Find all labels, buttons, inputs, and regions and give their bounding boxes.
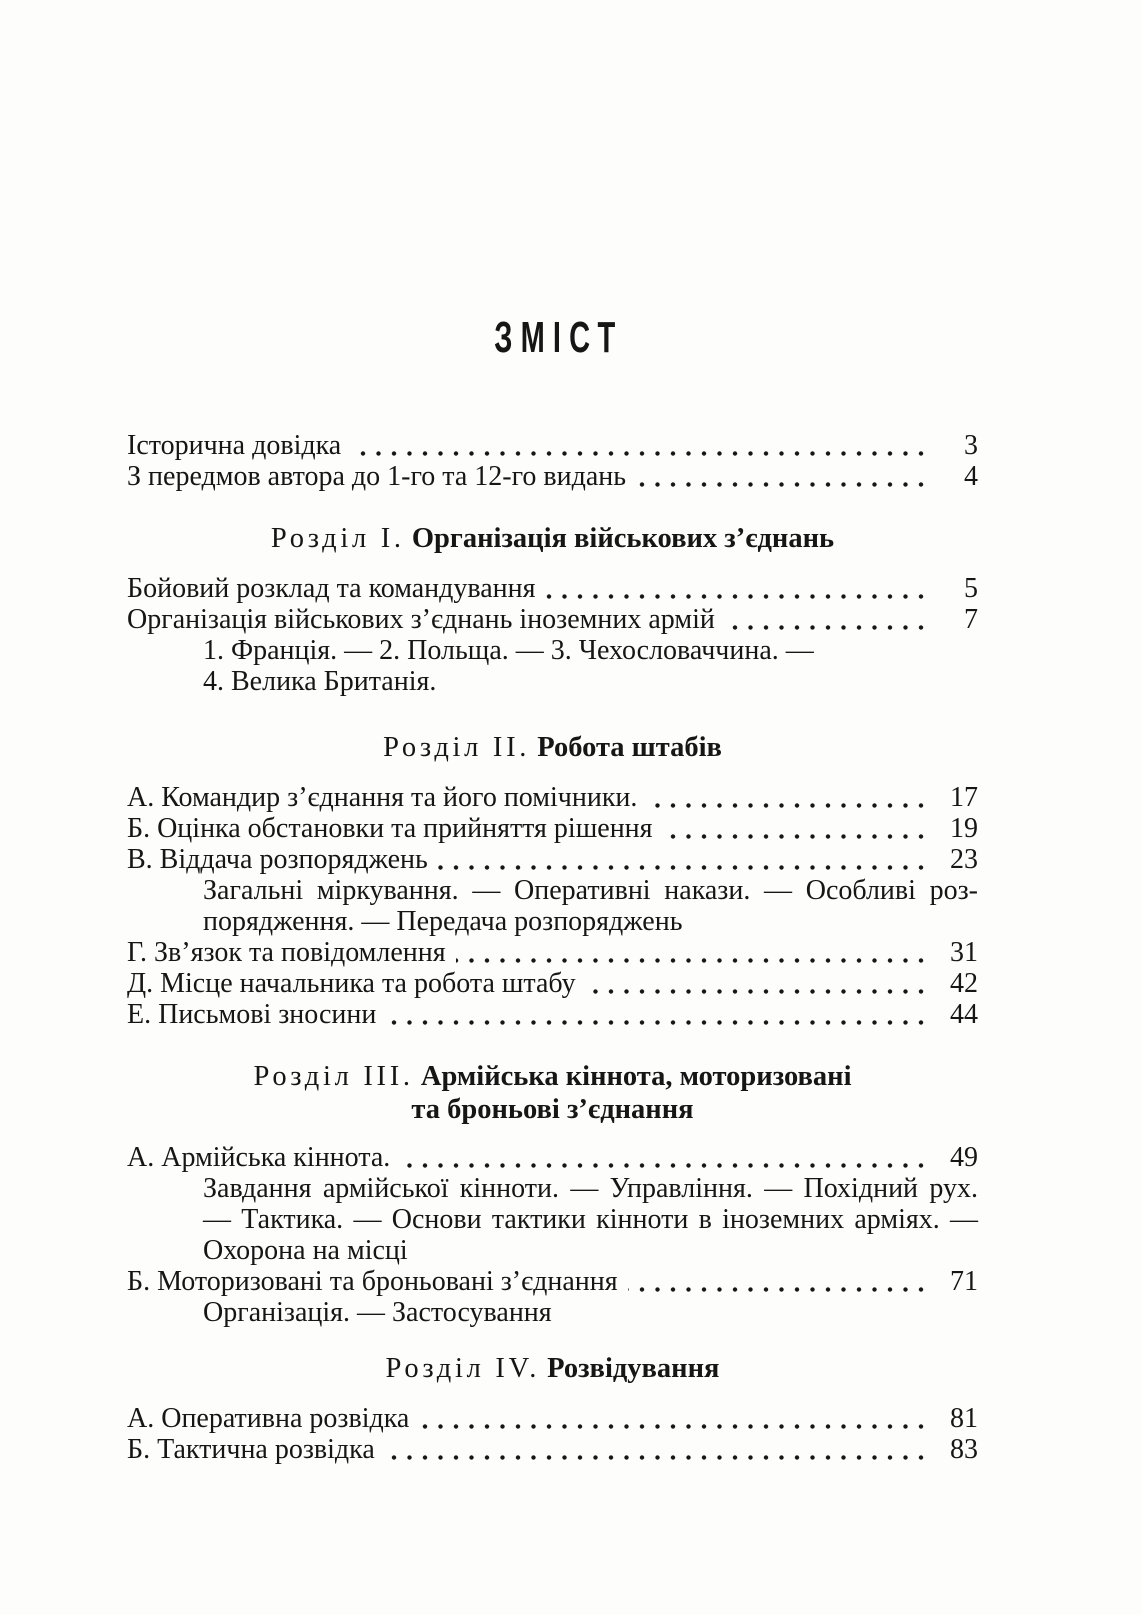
- toc-subentry: — Тактика. — Основи тактики кінноти в іноземних арміях. —: [203, 1204, 978, 1235]
- chapter-number: Розділ III.: [253, 1061, 414, 1092]
- toc-entry-label: В. Віддача розпоряджень: [127, 844, 438, 875]
- toc-entry-label: Б. Моторизовані та броньовані з’єднання: [127, 1266, 628, 1297]
- chapter-number: Розділ IV.: [385, 1353, 541, 1384]
- toc-entry-page: 19: [924, 813, 978, 844]
- toc-entry-page: 44: [924, 999, 978, 1030]
- toc-entry: [127, 1403, 978, 1434]
- toc-entry: [127, 813, 978, 844]
- toc-entry-label: Б. Оцінка обстановки та прийняття рішення: [127, 813, 663, 844]
- toc-entry-page: 81: [924, 1403, 978, 1434]
- toc-entry-page: 7: [924, 604, 978, 635]
- toc-entry: [127, 782, 978, 813]
- page-title-text: ЗМІСТ: [494, 313, 624, 362]
- toc-section-2: [127, 731, 978, 1030]
- toc-entry-page: 83: [924, 1434, 978, 1465]
- toc-subentry: Загальні міркування. — Оперативні накази. — Особливі роз-: [203, 875, 978, 906]
- toc-subentry: Охорона на місці: [203, 1235, 408, 1266]
- toc-entry-page: 3: [924, 430, 978, 461]
- toc-entry-label: Бойовий розклад та командування: [127, 573, 546, 604]
- toc-entry-label: Організація військових з’єднань іноземних армій: [127, 604, 725, 635]
- chapter-number: Розділ I.: [270, 523, 405, 554]
- toc-entry-label: Е. Письмові зносини: [127, 999, 386, 1030]
- toc-entry-page: 71: [924, 1266, 978, 1297]
- toc-entry-page: 31: [924, 937, 978, 968]
- toc-entry-page: 5: [924, 573, 978, 604]
- toc-subentry: порядження. — Передача розпоряджень: [203, 906, 683, 937]
- toc-entry-label: Б. Тактична розвідка: [127, 1434, 385, 1465]
- toc-entry-page: 4: [924, 461, 978, 492]
- toc-entry: [127, 573, 978, 604]
- toc-entry-page: 49: [924, 1142, 978, 1173]
- toc-entry-label: Історична довідка: [127, 430, 351, 461]
- page-title: [127, 313, 978, 362]
- toc-entry: [127, 968, 978, 999]
- toc-entry-label: А. Армійська кіннота.: [127, 1142, 400, 1173]
- toc-subentry: 1. Франція. — 2. Польща. — 3. Чехословаччина. —: [203, 635, 814, 666]
- toc-entry: [127, 844, 978, 875]
- chapter-heading: [127, 731, 978, 764]
- toc-entry-page: 42: [924, 968, 978, 999]
- toc-entry: [127, 937, 978, 968]
- chapter-heading: [127, 1060, 978, 1093]
- toc-subentry: Організація. — Застосування: [203, 1297, 552, 1328]
- toc-entry-label: А. Оперативна розвідка: [127, 1403, 419, 1434]
- toc-entry: [127, 604, 978, 635]
- toc-subentry: Завдання армійської кінноти. — Управління. — Похідний рух.: [203, 1173, 978, 1204]
- toc-entry: [127, 461, 978, 492]
- toc-entry: [127, 1142, 978, 1173]
- toc-section-3: [127, 1060, 978, 1328]
- toc-entry-label: З передмов автора до 1-го та 12-го видань: [127, 461, 636, 492]
- toc-entry: [127, 1266, 978, 1297]
- toc-entry-label: А. Командир з’єднання та його помічники.: [127, 782, 647, 813]
- toc-section-4: [127, 1352, 978, 1465]
- page-content: [127, 0, 978, 1465]
- toc-entry-label: Д. Місце начальника та робота штабу: [127, 968, 586, 999]
- chapter-title: Організація військових з’єднань: [411, 523, 835, 554]
- chapter-title: Розвідування: [547, 1353, 720, 1384]
- toc-subentry: 4. Велика Британія.: [203, 666, 437, 697]
- toc-entry: [127, 999, 978, 1030]
- toc-entry-page: 17: [924, 782, 978, 813]
- toc-entry-label: Г. Зв’язок та повідомлення: [127, 937, 456, 968]
- toc-entry: [127, 1434, 978, 1465]
- chapter-heading: [127, 1352, 978, 1385]
- toc-section-1: [127, 522, 978, 697]
- chapter-heading: [127, 522, 978, 555]
- chapter-title: Робота штабів: [537, 732, 722, 763]
- chapter-title-line2: та броньові з’єднання: [411, 1094, 694, 1125]
- toc-entry-page: 23: [924, 844, 978, 875]
- toc-entry: [127, 430, 978, 461]
- front-matter-list: [127, 430, 978, 492]
- chapter-title: Армійська кіннота, моторизовані: [420, 1061, 852, 1092]
- chapter-number: Розділ II.: [383, 732, 531, 763]
